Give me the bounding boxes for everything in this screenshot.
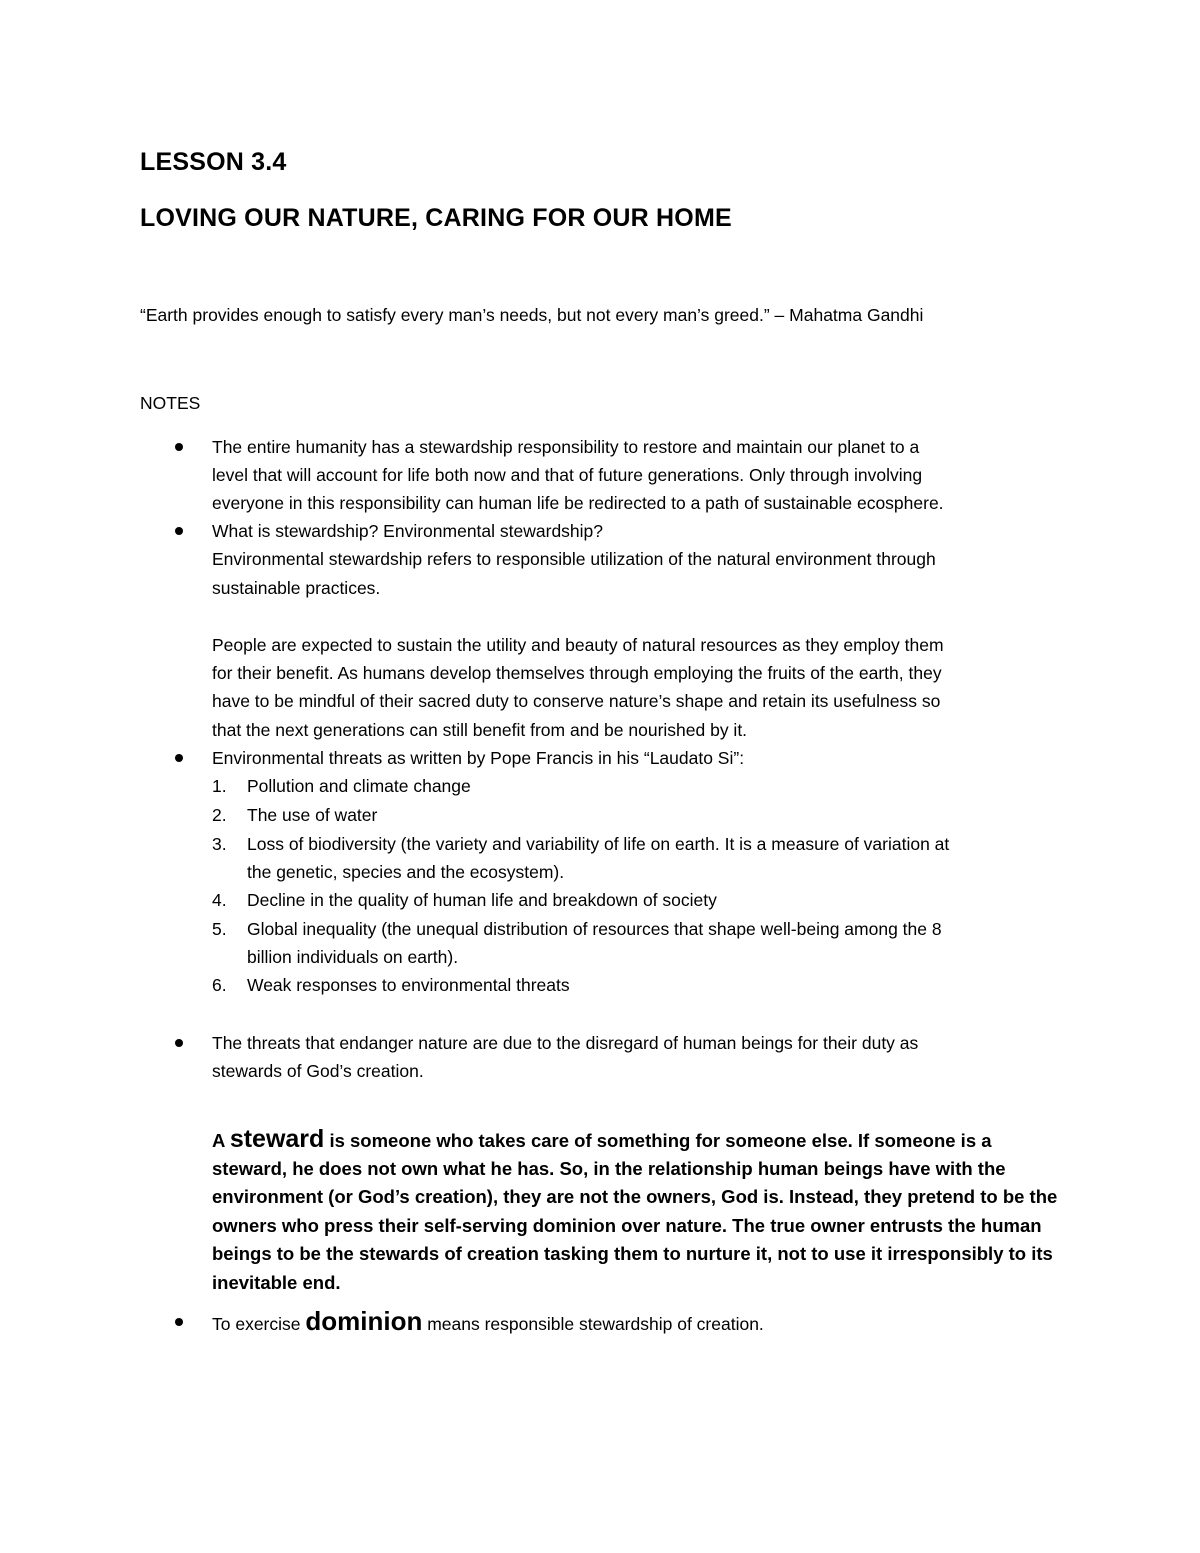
list-item: billion individuals on earth). [247, 947, 459, 967]
list-number: 1. [212, 776, 227, 796]
page-title: LOVING OUR NATURE, CARING FOR OUR HOME [140, 204, 732, 232]
bullet-dot [175, 754, 183, 762]
bullet1-line: everyone in this responsibility can human life be redirected to a path of sustainable ecosphere. [212, 493, 944, 513]
lesson-number: LESSON 3.4 [140, 148, 287, 176]
threats-intro: Environmental threats as written by Pope Francis in his “Laudato Si”: [212, 748, 745, 768]
bullet-dot [175, 443, 183, 451]
definition-line: Environmental stewardship refers to responsible utilization of the natural environment through [212, 549, 936, 569]
bullet1-line: The entire humanity has a stewardship responsibility to restore and maintain our planet to a [212, 437, 920, 457]
list-number: 5. [212, 919, 227, 939]
list-item: Decline in the quality of human life and breakdown of society [247, 890, 717, 910]
paragraph-line: that the next generations can still benefit from and be nourished by it. [212, 720, 748, 740]
definition-line: sustainable practices. [212, 578, 381, 598]
paragraph-line: for their benefit. As humans develop themselves through employing the fruits of the earth, they [212, 663, 942, 683]
list-item: the genetic, species and the ecosystem). [247, 862, 565, 882]
list-item: Pollution and climate change [247, 776, 471, 796]
bullet-dot [175, 1318, 183, 1326]
dominion-keyword: dominion [305, 1306, 423, 1336]
bullet4-line: stewards of God’s creation. [212, 1061, 424, 1081]
list-item: Loss of biodiversity (the variety and variability of life on earth. It is a measure of variation at [247, 834, 950, 854]
list-number: 2. [212, 805, 227, 825]
list-number: 3. [212, 834, 227, 854]
steward-definition [212, 1125, 1062, 1297]
bullet4-line: The threats that endanger nature are due to the disregard of human beings for their duty as [212, 1033, 919, 1053]
bullet1-line: level that will account for life both now and that of future generations. Only through involving [212, 465, 923, 485]
steward-text: is someone who takes care of something for someone else. If someone is a steward, he does not own what he has. So, in the relationship human beings have with the environment (or God’s creation), they are not the owners, God is. Instead, they pretend to be the owners who press their self-serving dominion over nature. The true owner entrusts the human beings to be the stewards of creation tasking them to nurture it, not to use it irresponsibly to its inevitable end. [212, 1129, 1058, 1293]
stewardship-question: What is stewardship? Environmental stewardship? [212, 521, 604, 541]
list-number: 6. [212, 975, 227, 995]
bullet-dot [175, 527, 183, 535]
steward-lead: A [212, 1129, 230, 1151]
steward-keyword: steward [229, 1124, 325, 1153]
list-item: The use of water [247, 805, 378, 825]
dominion-after: means responsible stewardship of creation. [422, 1314, 764, 1334]
dominion-statement [212, 1304, 764, 1341]
paragraph-line: People are expected to sustain the utility and beauty of natural resources as they employ them [212, 635, 944, 655]
bullet-dot [175, 1039, 183, 1047]
list-item: Weak responses to environmental threats [247, 975, 570, 995]
list-item: Global inequality (the unequal distribution of resources that shape well-being among the 8 [247, 919, 942, 939]
gandhi-quote: “Earth provides enough to satisfy every man’s needs, but not every man’s greed.” – Mahatma Gandhi [140, 305, 924, 325]
dominion-before: To exercise [212, 1314, 306, 1334]
notes-heading: NOTES [140, 393, 201, 413]
list-number: 4. [212, 890, 227, 910]
paragraph-line: have to be mindful of their sacred duty to conserve nature’s shape and retain its usefulness so [212, 691, 941, 711]
